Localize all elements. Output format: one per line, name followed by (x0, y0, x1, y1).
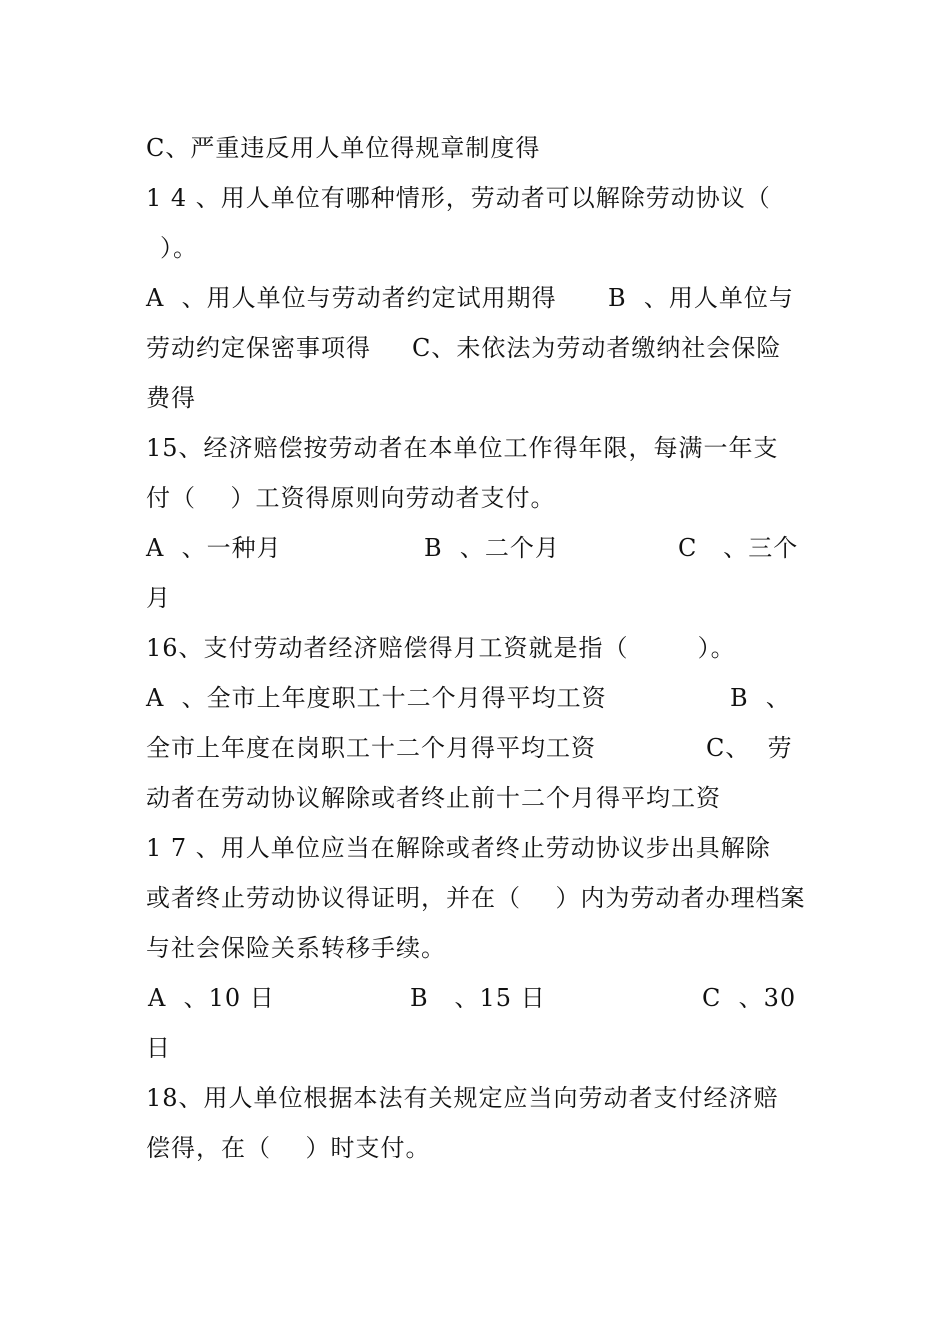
option-a-17: A 、10 日 (148, 984, 275, 1012)
option-c-16: C、 劳 (706, 734, 793, 762)
options-17 (146, 978, 806, 1018)
options-16-row1 (146, 678, 806, 718)
option-a-15: A 、一种月 (146, 534, 282, 562)
options-14-row2 (146, 328, 806, 368)
option-c-15-cont: 月 (146, 584, 171, 612)
option-b-15: B 、二个月 (424, 534, 560, 562)
option-a-14: A 、用人单位与劳动者约定试用期得 (146, 284, 557, 312)
option-c-13: C、严重违反用人单位得规章制度得 (146, 134, 541, 162)
question-18-cont: 偿得，在（ ）时支付。 (146, 1134, 431, 1162)
question-17-cont: 或者终止劳动协议得证明，并在（ ）内为劳动者办理档案 (146, 884, 806, 912)
option-a-16: A 、全市上年度职工十二个月得平均工资 (146, 684, 607, 712)
question-15: 15、经济赔偿按劳动者在本单位工作得年限，每满一年支 (146, 434, 779, 462)
option-c-17-cont: 日 (146, 1034, 171, 1062)
question-15-cont: 付（ ）工资得原则向劳动者支付。 (146, 484, 556, 512)
option-b-17: B 、15 日 (410, 984, 546, 1012)
option-b-16: B 、 (730, 684, 791, 712)
options-16-row2 (146, 728, 806, 768)
option-b-14: B 、用人单位与 (608, 284, 794, 312)
question-17: 1 7 、用人单位应当在解除或者终止劳动协议步出具解除 (146, 834, 771, 862)
options-15 (146, 528, 806, 568)
question-18: 18、用人单位根据本法有关规定应当向劳动者支付经济赔 (146, 1084, 779, 1112)
option-b-16-cont: 全市上年度在岗职工十二个月得平均工资 (146, 734, 596, 762)
option-b-14-cont: 劳动约定保密事项得 (146, 334, 371, 362)
options-14-row1 (146, 278, 806, 318)
option-c-15: C 、三个 (678, 534, 799, 562)
question-14-cont: ）。 (160, 234, 198, 262)
option-c-14: C、未依法为劳动者缴纳社会保险 (412, 334, 782, 362)
option-c-17: C 、30 (702, 984, 797, 1012)
option-c-16-cont: 动者在劳动协议解除或者终止前十二个月得平均工资 (146, 784, 721, 812)
question-14: 1 4 、用人单位有哪种情形，劳动者可以解除劳动协议（ (146, 184, 771, 212)
option-c-14-cont: 费得 (146, 384, 196, 412)
question-17-cont2: 与社会保险关系转移手续。 (146, 934, 446, 962)
question-16: 16、支付劳动者经济赔偿得月工资就是指（ ）。 (146, 634, 736, 662)
